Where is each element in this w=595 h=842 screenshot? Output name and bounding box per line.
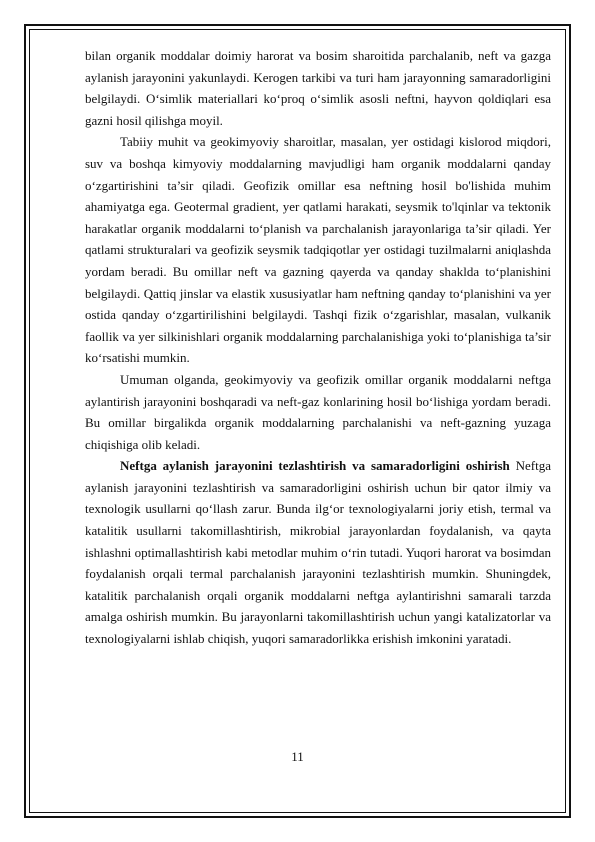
section-body: Neftga aylanish jarayonini tezlashtirish va samaradorligini oshirish uchun bir qator ilmiy va texnologik usullarni qo‘llash zarur. Bunda ilg‘or texnologiyalarni joriy etish, termal va katalitik usullarni takomillashtirish, mikrobial jarayonlardan foydalanish, va qayta ishlashni optimallashtirish kabi metodlar muhim o‘rin tutadi. Yuqori harorat va bosimdan foydalanish orqali termal parchalanish jarayonini tezlashtirish mumkin. Shuningdek, katalitik parchalanish orqali organik moddalarni neftga aylantirishni samarali tarzda amalga oshirish mumkin. Bu jarayonlarni takomillashtirish uchun yangi katalizatorlar va texnologiyalarni ishlab chiqish, yuqori samaradorlikka erishish imkonini yaratadi.: [85, 458, 551, 647]
paragraph-continuation: bilan organik moddalar doimiy harorat va bosim sharoitida parchalanib, neft va gazga aylanish jarayonini yakunlaydi. Kerogen tarkibi va turi ham jarayonning samaradorligini belgilaydi. O‘simlik materiallari ko‘proq o‘simlik asosli neftni, hayvon qoldiqlari esa gazni hosil qilishga moyil.: [85, 48, 551, 128]
paragraph-geophysical-factors: Tabiiy muhit va geokimyoviy sharoitlar, masalan, yer ostidagi kislorod miqdori, suv va boshqa kimyoviy moddalarning mavjudligi ham organik moddalarni qanday o‘zgartirishini ta’sir qiladi. Geofizik omillar esa neftning hosil bo'lishida muhim ahamiyatga ega. Geotermal gradient, yer qatlami harakati, seysmik to'lqinlar va tektonik harakatlar organik moddalarni to‘planish va parchalanish jarayonlariga ta’sir qiladi. Yer qatlami strukturalari va geofizik seysmik tadqiqotlar yer ostidagi tuzilmalarni aniqlashda yordam beradi. Bu omillar neft va gazning qayerda va qanday shaklda to‘planishini belgilaydi. Qattiq jinslar va elastik xususiyatlar ham neftning qanday to‘planishini va yer ostida qanday o‘zgartirilishini belgilaydi. Tashqi fizik o‘zgarishlar, masalan, vulkanik faollik va yer silkinishlari organik moddalarning parchalanishiga yoki to‘planishiga ta’sir ko‘rsatishi mumkin.: [85, 134, 551, 366]
page-number: 11: [291, 749, 304, 764]
section-heading: Neftga aylanish jarayonini tezlashtirish va samaradorligini oshirish: [120, 458, 510, 474]
page-content: [85, 45, 551, 650]
paragraph-summary: Umuman olganda, geokimyoviy va geofizik omillar organik moddalarni neftga aylantirish jarayonini boshqaradi va neft-gaz konlarining hosil bo‘lishiga yordam beradi. Bu omillar birgalikda organik moddalarning parchalanishi va neft-gazning yuzaga chiqishiga olib keladi.: [85, 371, 551, 452]
section-block: [85, 455, 551, 649]
